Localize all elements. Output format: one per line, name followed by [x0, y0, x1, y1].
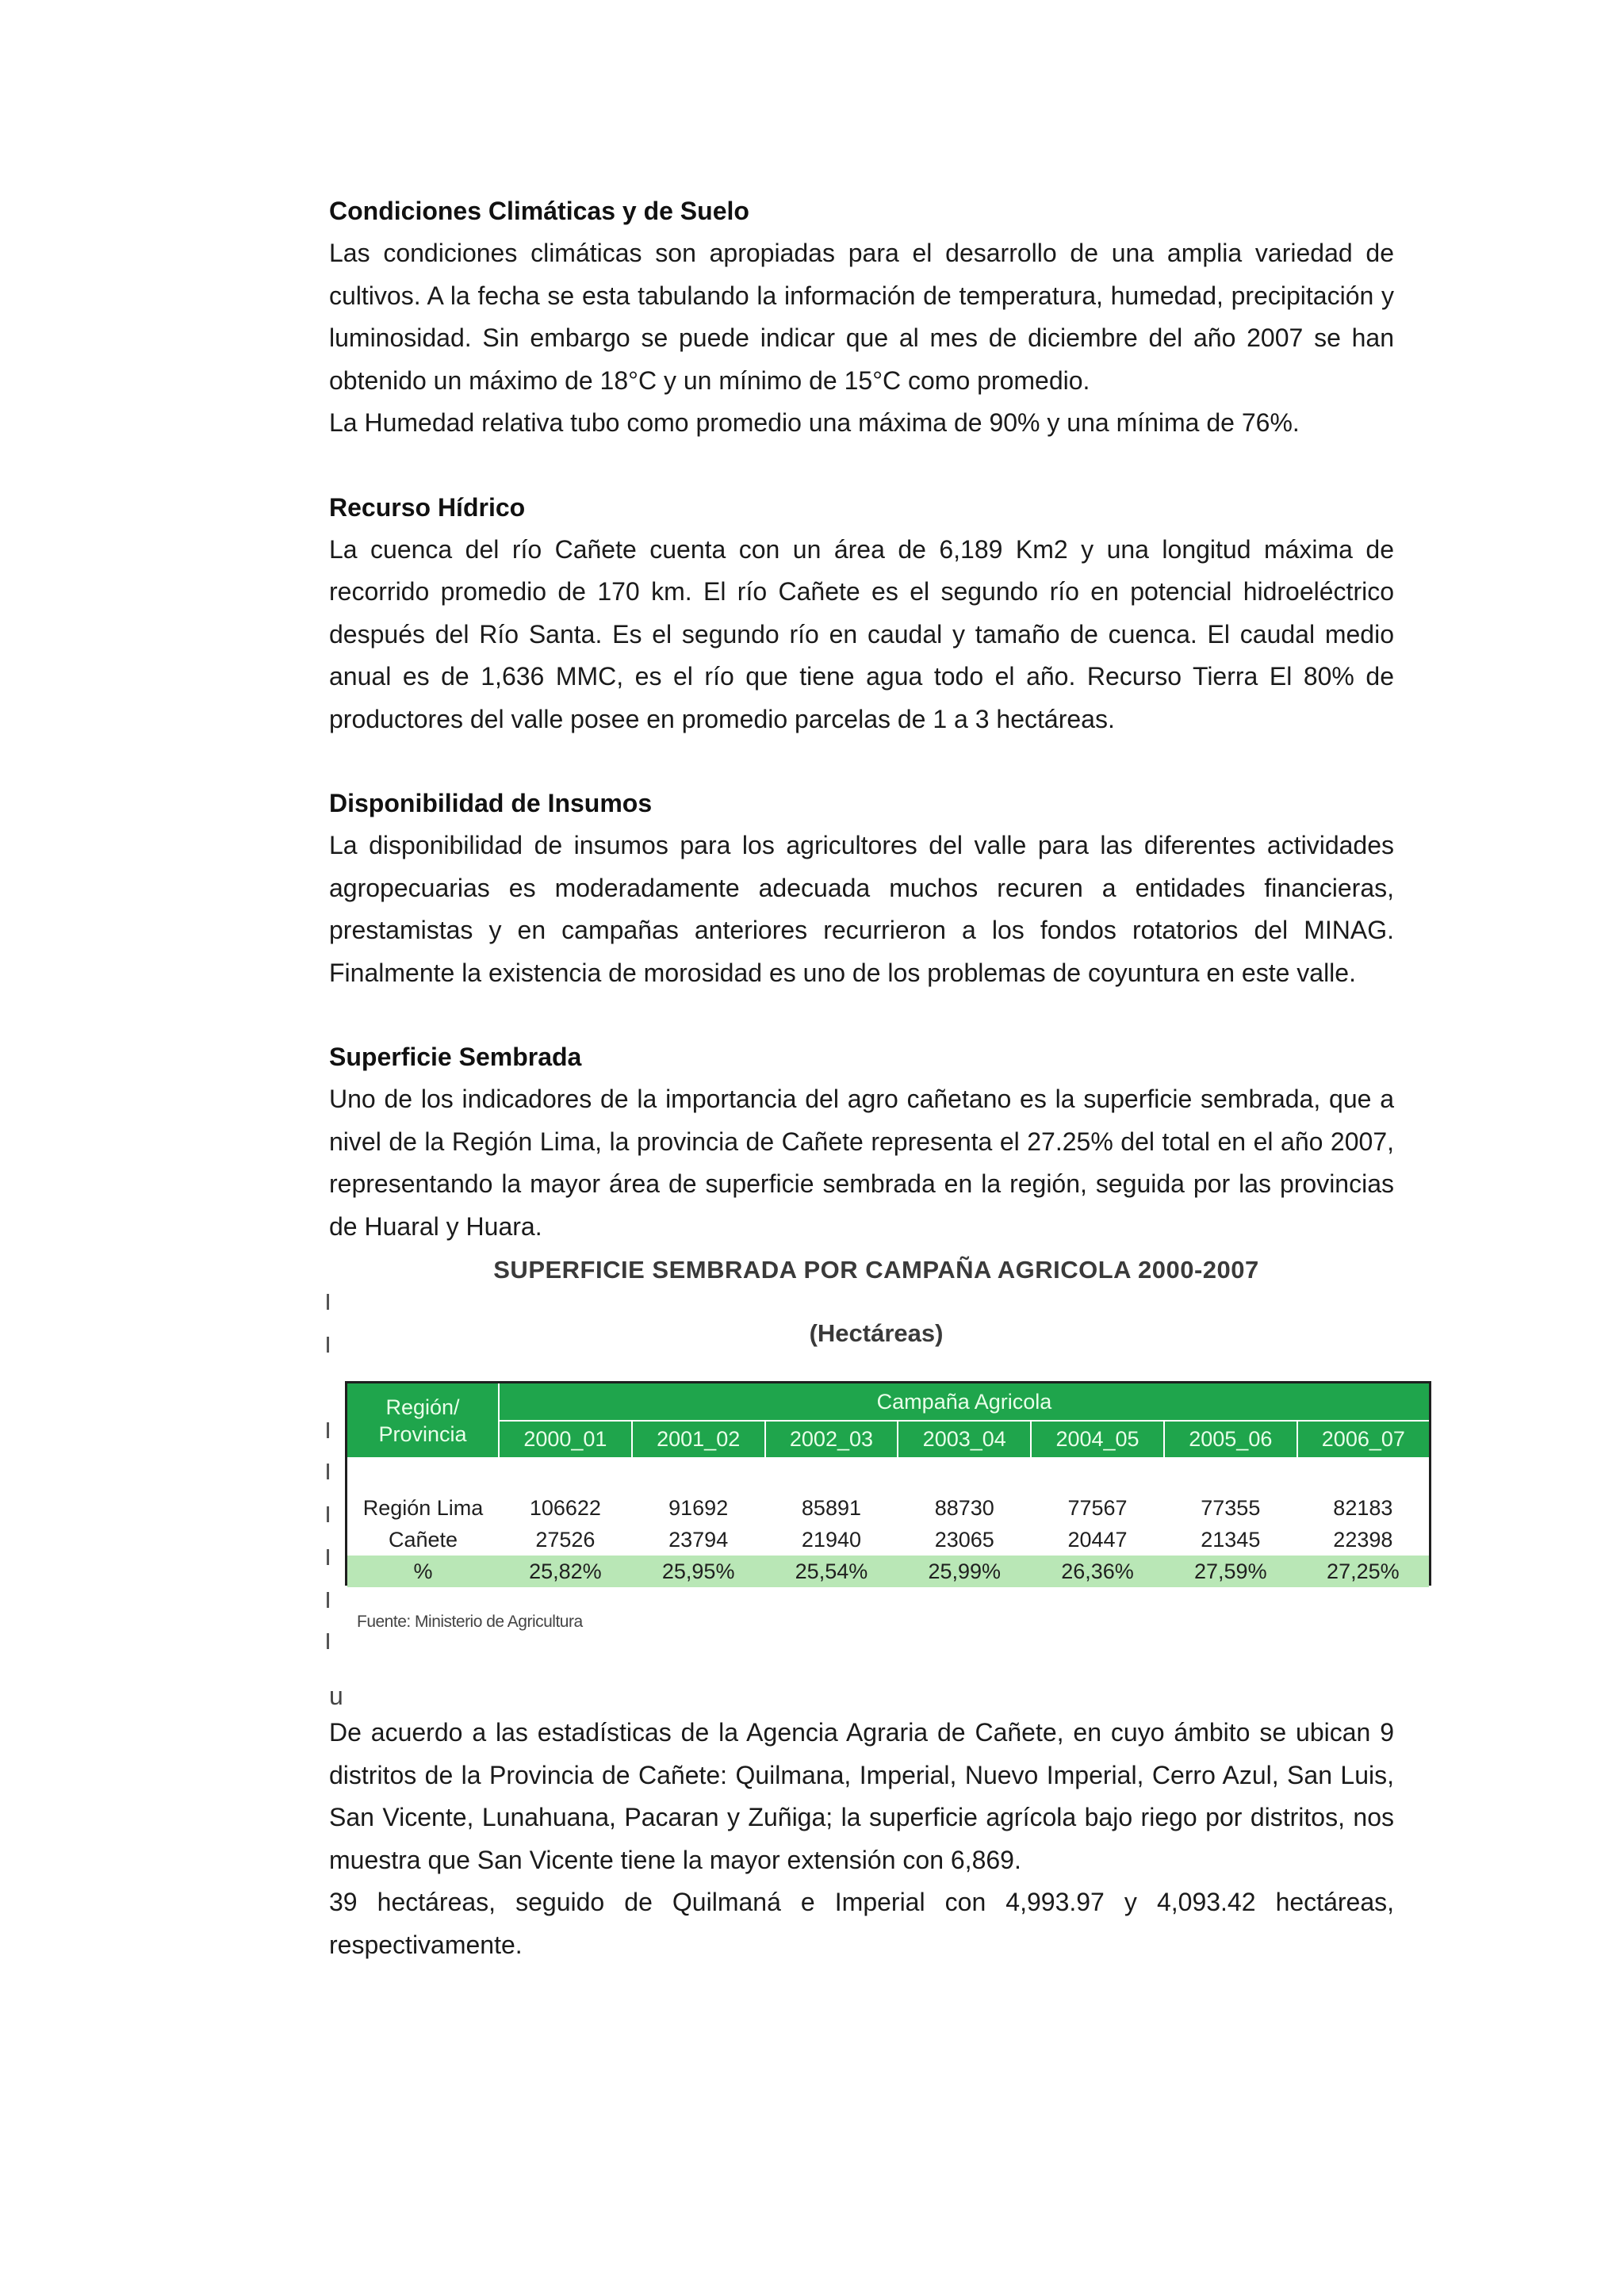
year-header: 2004_05 — [1031, 1421, 1164, 1457]
table-cell: 91692 — [632, 1492, 765, 1524]
table-cell: 106622 — [499, 1492, 632, 1524]
text-fragment — [327, 1294, 329, 1310]
year-header: 2005_06 — [1164, 1421, 1297, 1457]
section-agencia — [329, 1712, 1394, 1966]
row-label: Cañete — [347, 1524, 499, 1556]
table-cell: 27526 — [499, 1524, 632, 1556]
paragraph-insumos: La disponibilidad de insumos para los agricultores del valle para las diferentes actividades agropecuarias es moderadamente adecuada muchos recuren a entidades financieras, prestamistas y en campañas anteriores recurrieron a los fondos rotatorios del MINAG. Finalmente la existencia de morosidad es uno de los problemas de coyuntura en este valle. — [329, 831, 1394, 987]
section-superficie — [329, 1036, 1394, 1248]
heading-superficie-sembrada: Superficie Sembrada — [329, 1043, 582, 1071]
paragraph-hectareas: 39 hectáreas, seguido de Quilmaná e Imperial con 4,993.97 y 4,093.42 hectáreas, respectivamente. — [329, 1888, 1394, 1959]
table-cell: 21345 — [1164, 1524, 1297, 1556]
text-fragment — [327, 1592, 329, 1608]
data-table — [347, 1383, 1429, 1587]
region-header-cell — [347, 1383, 499, 1457]
figure-title: SUPERFICIE SEMBRADA POR CAMPAÑA AGRICOLA 2000-2007 — [493, 1256, 1259, 1284]
text-fragment — [327, 1506, 329, 1522]
figure-subtitle: (Hectáreas) — [809, 1319, 944, 1347]
table-cell: 77567 — [1031, 1492, 1164, 1524]
region-header-line2: Provincia — [378, 1422, 467, 1446]
table-row — [347, 1524, 1429, 1556]
table-blank-row — [347, 1457, 1429, 1492]
section-recurso-hidrico — [329, 487, 1394, 741]
year-header: 2006_07 — [1297, 1421, 1429, 1457]
figure-superficie-sembrada — [325, 1248, 1435, 1680]
row-label: % — [347, 1556, 499, 1587]
table-cell: 85891 — [765, 1492, 898, 1524]
year-header: 2000_01 — [499, 1421, 632, 1457]
year-header: 2002_03 — [765, 1421, 898, 1457]
data-table-frame — [345, 1381, 1431, 1586]
table-cell: 77355 — [1164, 1492, 1297, 1524]
spacer — [329, 740, 1394, 783]
table-cell: 82183 — [1297, 1492, 1429, 1524]
spacer — [329, 445, 1394, 487]
paragraph-superficie: Uno de los indicadores de la importancia del agro cañetano es la superficie sembrada, que a nivel de la Región Lima, la provincia de Cañete representa el 27.25% del total en el año 2007, representando la mayor área de superficie sembrada en la región, seguida por las provincias de Huaral y Huara. — [329, 1085, 1394, 1241]
campaign-header-cell: Campaña Agricola — [499, 1383, 1429, 1421]
table-cell: 20447 — [1031, 1524, 1164, 1556]
year-header: 2003_04 — [898, 1421, 1031, 1457]
table-header-row — [347, 1383, 1429, 1421]
region-header-line1: Región/ — [385, 1395, 460, 1419]
table-cell: 25,82% — [499, 1556, 632, 1587]
text-fragment — [327, 1549, 329, 1565]
table-cell: 88730 — [898, 1492, 1031, 1524]
paragraph-humedad: La Humedad relativa tubo como promedio una máxima de 90% y una mínima de 76%. — [329, 408, 1300, 437]
text-fragment — [327, 1633, 329, 1649]
table-row — [347, 1556, 1429, 1587]
table-cell: 25,95% — [632, 1556, 765, 1587]
paragraph-agencia: De acuerdo a las estadísticas de la Agencia Agraria de Cañete, en cuyo ámbito se ubican 9 distritos de la Provincia de Cañete: Quilmana, Imperial, Nuevo Imperial, Cerro Azul, San Luis, San Vicente, Lunahuana, Pacaran y Zuñiga; la superficie agrícola bajo riego por distritos, nos muestra que San Vicente tiene la mayor extensión con 6,869. — [329, 1718, 1394, 1874]
clipped-text-fragment: u — [329, 1682, 343, 1710]
table-cell: 21940 — [765, 1524, 898, 1556]
table-cell: 26,36% — [1031, 1556, 1164, 1587]
table-cell: 27,25% — [1297, 1556, 1429, 1587]
heading-condiciones-climaticas: Condiciones Climáticas y de Suelo — [329, 197, 749, 225]
row-label: Región Lima — [347, 1492, 499, 1524]
table-row — [347, 1492, 1429, 1524]
table-cell: 25,54% — [765, 1556, 898, 1587]
table-cell: 27,59% — [1164, 1556, 1297, 1587]
paragraph-recurso-hidrico: La cuenca del río Cañete cuenta con un área de 6,189 Km2 y una longitud máxima de recorrido promedio de 170 km. El río Cañete es el segundo río en potencial hidroeléctrico después del Río Santa. Es el segundo río en caudal y tamaño de cuenca. El caudal medio anual es de 1,636 MMC, es el río que tiene agua todo el año. Recurso Tierra El 80% de productores del valle posee en promedio parcelas de 1 a 3 hectáreas. — [329, 534, 1394, 733]
table-cell: 23794 — [632, 1524, 765, 1556]
figure-source: Fuente: Ministerio de Agricultura — [357, 1613, 583, 1631]
text-fragment — [327, 1422, 329, 1438]
section-clima — [329, 190, 1394, 445]
table-cell: 23065 — [898, 1524, 1031, 1556]
clipped-text-fragments — [325, 1248, 333, 1680]
text-fragment — [327, 1464, 329, 1479]
heading-recurso-hidrico: Recurso Hídrico — [329, 492, 526, 522]
blank-cell — [347, 1457, 1429, 1492]
table-cell: 22398 — [1297, 1524, 1429, 1556]
spacer — [329, 994, 1394, 1036]
year-header: 2001_02 — [632, 1421, 765, 1457]
paragraph-clima: Las condiciones climáticas son apropiadas para el desarrollo de una amplia variedad de cultivos. A la fecha se esta tabulando la información de temperatura, humedad, precipitación y luminosidad. Sin embargo se puede indicar que al mes de diciembre del año 2007 se han obtenido un máximo de 18°C y un mínimo de 15°C como promedio. — [329, 239, 1394, 395]
section-insumos — [329, 783, 1394, 994]
table-cell: 25,99% — [898, 1556, 1031, 1587]
document-content — [329, 190, 1405, 1966]
heading-disponibilidad-insumos: Disponibilidad de Insumos — [329, 789, 653, 817]
table-years-row — [347, 1421, 1429, 1457]
